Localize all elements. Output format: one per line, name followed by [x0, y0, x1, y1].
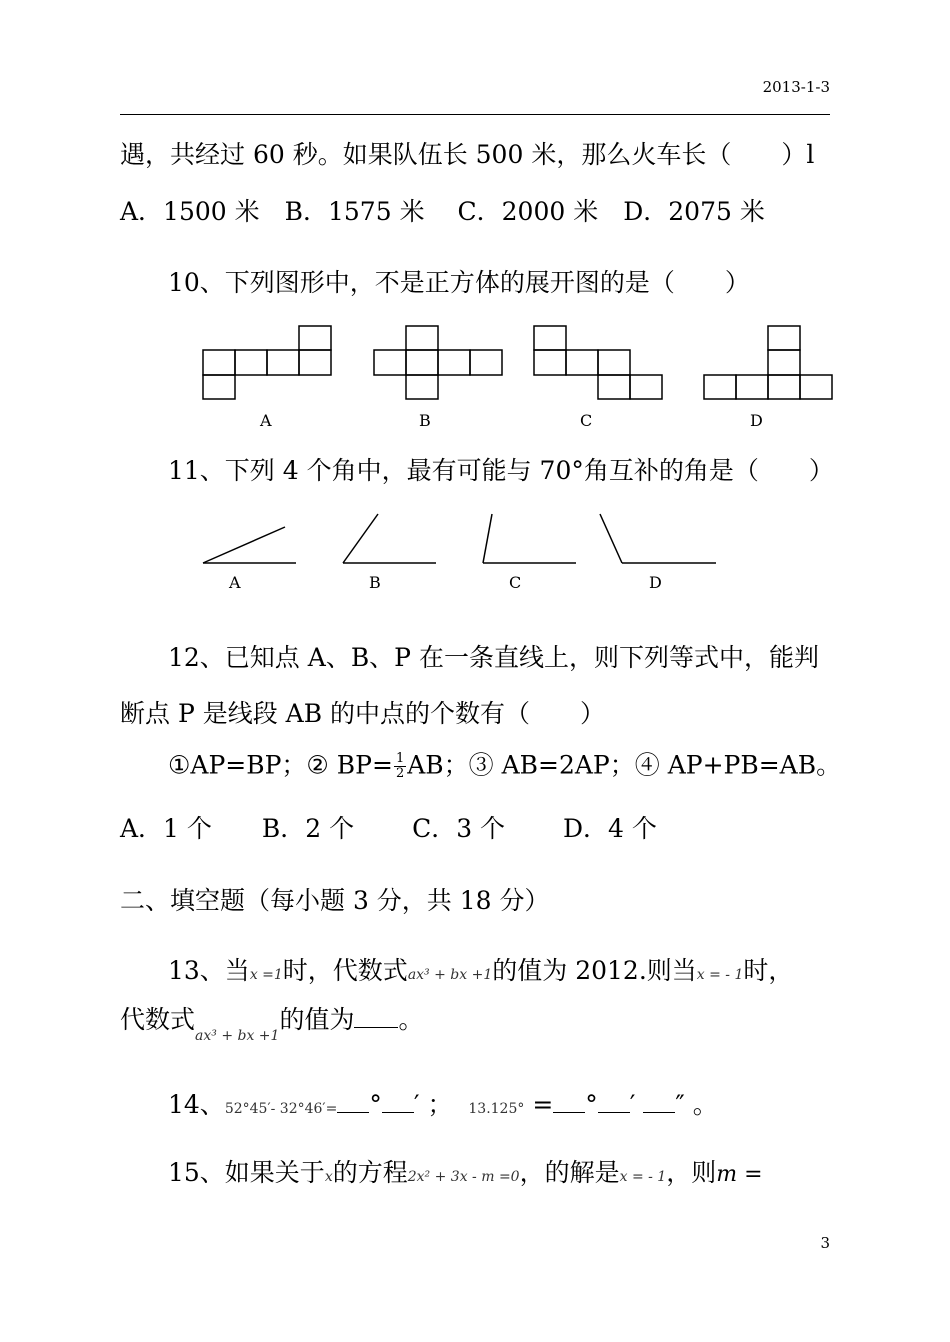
q9-choices: A．1500 米 B．1575 米 C．2000 米 D．2075 米 [120, 197, 765, 226]
q14-text-1: 14、 [168, 1090, 225, 1119]
q13-math-x1: x =1 [249, 967, 283, 983]
net-a-label: A [260, 411, 272, 430]
q15-math-solution: x = - 1 [619, 1169, 667, 1185]
q15-text-1: 15、如果关于 [168, 1158, 325, 1187]
q12-cond-b: AB；③ AB=2AP；④ AP+PB=AB。 [407, 750, 842, 780]
q15-math-equation: 2x² + 3x - m =0 [407, 1169, 520, 1185]
q12-choices: A．1 个 B．2 个 C．3 个 D．4 个 [120, 814, 657, 843]
q14-degree-1: ° [369, 1090, 382, 1119]
q14-math-1: 52°45′- 32°46′= [224, 1101, 338, 1117]
net-d-figure [704, 326, 832, 399]
angle-c-figure [483, 514, 576, 563]
half-fraction [394, 752, 406, 782]
net-a-figure [203, 326, 331, 399]
q13-math-expr2: ax³ + bx +1 [195, 1028, 280, 1044]
fraction-denominator: 2 [395, 766, 405, 782]
q14-blank-1[interactable] [337, 1090, 369, 1113]
q13-text-7: 。 [398, 1005, 424, 1034]
q15-text-3: ，的解是 [519, 1158, 620, 1187]
q12-conditions [168, 752, 841, 782]
angle-a-label: A [229, 573, 241, 592]
q14-equals: = [532, 1090, 554, 1119]
q14-second: ″ 。 [675, 1090, 718, 1119]
q14-degree-2: ° [585, 1090, 598, 1119]
q13-text-2: 时，代数式 [282, 956, 408, 985]
q13-line1 [168, 958, 793, 983]
q12-line2: 断点 P 是线段 AB 的中点的个数有（ ） [120, 699, 606, 728]
q13-line2 [120, 1005, 424, 1044]
net-c-label: C [580, 411, 593, 430]
q15-line [168, 1160, 763, 1186]
q13-text-3: 的值为 2012.则当 [492, 956, 697, 985]
net-b-label: B [419, 411, 431, 430]
q15-math-x: x [324, 1169, 333, 1185]
q13-text-1: 13、当 [168, 956, 250, 985]
q14-blank-4[interactable] [598, 1090, 630, 1113]
q13-text-5: 代数式 [120, 1005, 196, 1034]
q14-math-2: 13.125° [468, 1101, 525, 1117]
q13-text-6: 的值为 [279, 1005, 355, 1034]
q12-line1: 12、已知点 A、B、P 在一条直线上，则下列等式中，能判 [168, 643, 819, 672]
q14-blank-3[interactable] [553, 1090, 585, 1113]
header-date: 2013-1-3 [762, 78, 830, 96]
angle-c-label: C [509, 573, 522, 592]
q15-text-4: ，则 [666, 1158, 717, 1187]
q9-continuation: 遇，共经过 60 秒。如果队伍长 500 米，那么火车长（ ）l [120, 140, 815, 169]
q14-blank-5[interactable] [643, 1090, 675, 1113]
q10-stem: 10、下列图形中，不是正方体的展开图的是（ ） [168, 268, 750, 297]
net-b-figure [374, 326, 502, 399]
angle-b-label: B [369, 573, 381, 592]
q14-blank-2[interactable] [382, 1090, 414, 1113]
net-d-label: D [750, 411, 763, 430]
angle-d-label: D [649, 573, 662, 592]
q14-line [168, 1090, 718, 1117]
net-c-figure [534, 326, 662, 399]
q11-stem: 11、下列 4 个角中，最有可能与 70°角互补的角是（ ） [168, 456, 834, 485]
q12-cond-a: ①AP=BP；② BP= [168, 750, 393, 780]
angle-b-figure [343, 514, 436, 563]
page-number: 3 [820, 1234, 830, 1252]
q13-math-expr1: ax³ + bx +1 [407, 967, 493, 983]
angle-d-figure [600, 514, 716, 563]
angle-a-figure [203, 527, 296, 563]
q15-text-2: 的方程 [332, 1158, 408, 1187]
q15-math-m: m = [716, 1162, 763, 1187]
section2-title: 二、填空题（每小题 3 分，共 18 分） [120, 886, 550, 915]
fraction-numerator: 1 [395, 751, 405, 766]
figures-canvas [0, 0, 950, 620]
q13-math-x2: x = - 1 [696, 967, 744, 983]
q13-answer-blank[interactable] [354, 1005, 398, 1028]
q13-text-4: 时， [743, 956, 794, 985]
q14-minute-2: ′ [629, 1090, 636, 1119]
q14-minute-1: ′ ； [413, 1090, 453, 1119]
